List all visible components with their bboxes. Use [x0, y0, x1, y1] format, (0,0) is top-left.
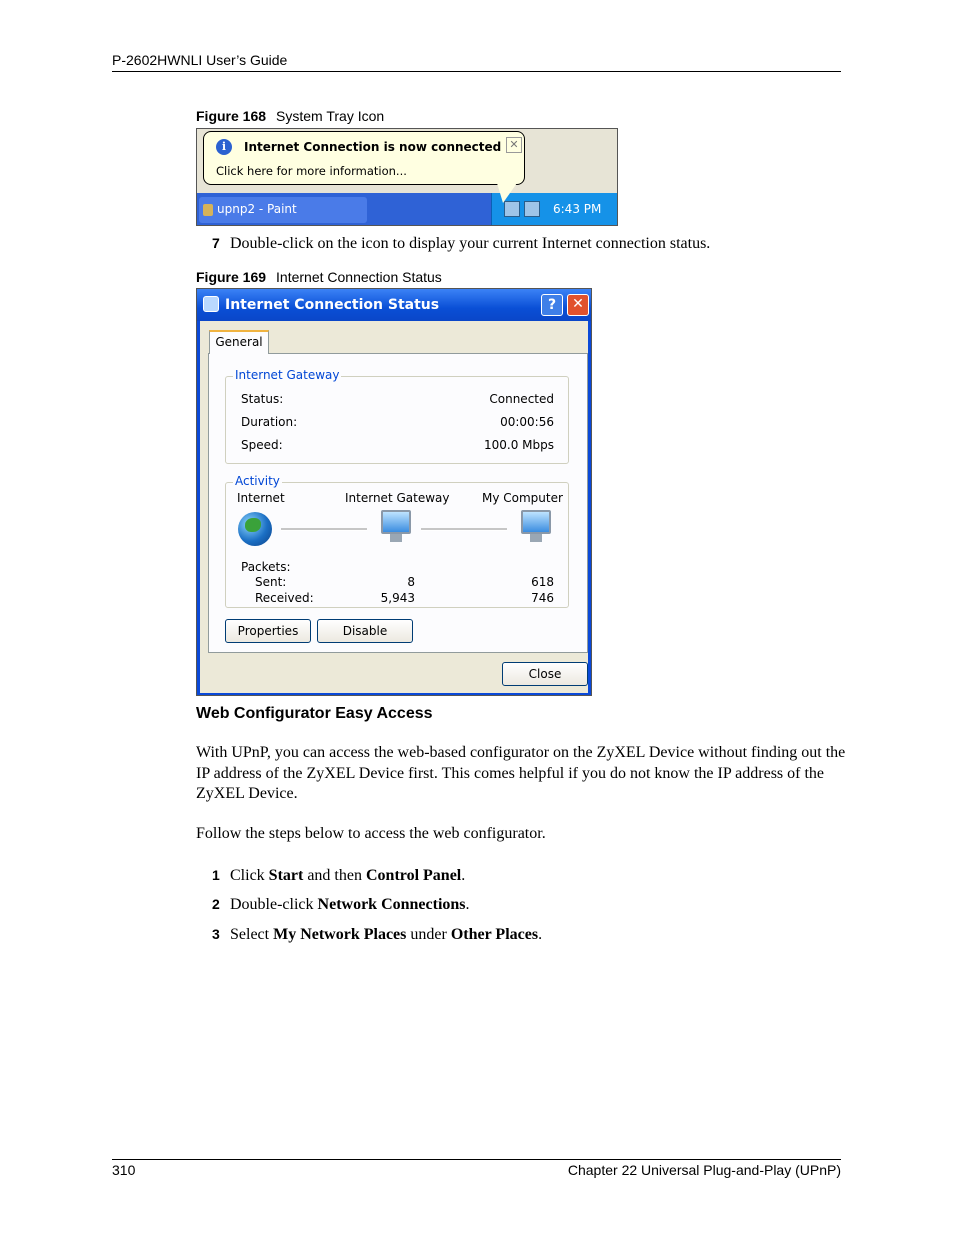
step-3-my-network-places: My Network Places	[273, 926, 407, 943]
duration-label: Duration:	[241, 415, 298, 429]
duration-value: 00:00:56	[500, 415, 554, 429]
step-7	[212, 233, 710, 255]
figure-168-label: Figure 168	[196, 108, 267, 124]
step-1-start: Start	[268, 867, 304, 884]
status-value: Connected	[489, 392, 554, 406]
dialog-title: Internet Connection Status	[225, 297, 440, 313]
page-number: 310	[112, 1162, 136, 1178]
step-1	[212, 865, 465, 887]
help-button[interactable]: ?	[541, 294, 563, 316]
step-2	[212, 894, 470, 916]
balloon-text: Click here for more information...	[216, 164, 407, 178]
tab-general[interactable]: General	[209, 330, 269, 354]
connection-status-dialog	[196, 288, 592, 696]
status-label: Status:	[241, 392, 284, 406]
figure-168-caption	[196, 108, 384, 124]
notification-balloon[interactable]	[203, 131, 525, 185]
balloon-tail	[497, 183, 517, 203]
figure-169-label: Figure 169	[196, 269, 267, 285]
paint-icon	[203, 204, 213, 216]
balloon-title: Internet Connection is now connected	[244, 140, 502, 154]
step-2-network-connections: Network Connections	[317, 896, 466, 913]
step-7-number: 7	[212, 235, 220, 251]
close-icon[interactable]: ✕	[506, 137, 522, 153]
close-button[interactable]: Close	[502, 662, 588, 686]
received-label: Received:	[255, 591, 314, 605]
disable-button[interactable]: Disable	[317, 619, 413, 643]
activity-group-title: Activity	[235, 474, 280, 488]
column-internet-gateway: Internet Gateway	[345, 491, 450, 505]
general-tab-page	[208, 353, 588, 653]
close-window-button[interactable]: ✕	[567, 294, 589, 316]
step-2-text: .	[465, 896, 470, 913]
paragraph-upnp-access: With UPnP, you can access the web-based configurator on the ZyXEL Device without finding out the IP address of the ZyXEL Device first. This comes helpful if you do not know the IP address of the ZyXEL Device.	[196, 744, 846, 802]
column-my-computer: My Computer	[482, 491, 563, 505]
running-header: P-2602HWNLI User’s Guide	[112, 52, 288, 68]
clock: 6:43 PM	[553, 202, 602, 216]
network-connection-tray-icon[interactable]	[504, 201, 520, 217]
step-1-text: .	[461, 867, 466, 884]
step-1-text: and then	[303, 867, 366, 884]
network-icon	[203, 296, 219, 312]
footer-rule	[112, 1159, 841, 1160]
header-rule	[112, 71, 841, 72]
chapter-title: Chapter 22 Universal Plug-and-Play (UPnP)	[567, 1162, 841, 1178]
internet-gateway-group-title: Internet Gateway	[235, 368, 340, 382]
info-icon: i	[216, 139, 232, 155]
received-computer-value: 746	[531, 591, 554, 605]
network-tray-icon[interactable]	[524, 201, 540, 217]
step-3-text: Select	[230, 926, 274, 943]
packets-label: Packets:	[241, 560, 291, 574]
my-computer-icon	[521, 510, 551, 534]
gateway-stand-shape	[390, 534, 402, 542]
sent-gateway-value: 8	[407, 575, 415, 589]
step-1-control-panel: Control Panel	[365, 867, 462, 884]
step-1-text: Click	[230, 867, 269, 884]
figure-169-title: Internet Connection Status	[276, 269, 442, 285]
step-3-number: 3	[212, 926, 220, 942]
speed-value: 100.0 Mbps	[483, 438, 554, 452]
step-7-text: Double-click on the icon to display your current Internet connection status.	[230, 235, 711, 252]
step-2-text: Double-click	[230, 896, 318, 913]
system-tray-screenshot	[196, 128, 618, 226]
sent-label: Sent:	[255, 575, 287, 589]
step-1-number: 1	[212, 867, 220, 883]
step-3	[212, 924, 542, 946]
properties-button[interactable]: Properties	[225, 619, 311, 643]
step-3-text: under	[406, 926, 451, 943]
section-heading: Web Configurator Easy Access	[196, 705, 433, 722]
paragraph-follow-steps: Follow the steps below to access the web configurator.	[196, 825, 546, 842]
speed-label: Speed:	[241, 438, 283, 452]
figure-168-title: System Tray Icon	[276, 108, 385, 124]
received-gateway-value: 5,943	[380, 591, 415, 605]
step-2-number: 2	[212, 896, 220, 912]
computer-stand-shape	[530, 534, 542, 542]
step-3-other-places: Other Places	[450, 926, 539, 943]
step-3-text: .	[538, 926, 543, 943]
dialog-client-area	[200, 321, 588, 693]
connection-line-gateway	[421, 528, 507, 531]
internet-gateway-icon	[381, 510, 411, 534]
connection-line-internet	[281, 528, 367, 531]
figure-169-caption	[196, 269, 442, 285]
globe-land-shape	[245, 518, 261, 532]
sent-computer-value: 618	[531, 575, 554, 589]
column-internet: Internet	[237, 491, 285, 505]
taskbar-button-label: upnp2 - Paint	[217, 202, 297, 216]
